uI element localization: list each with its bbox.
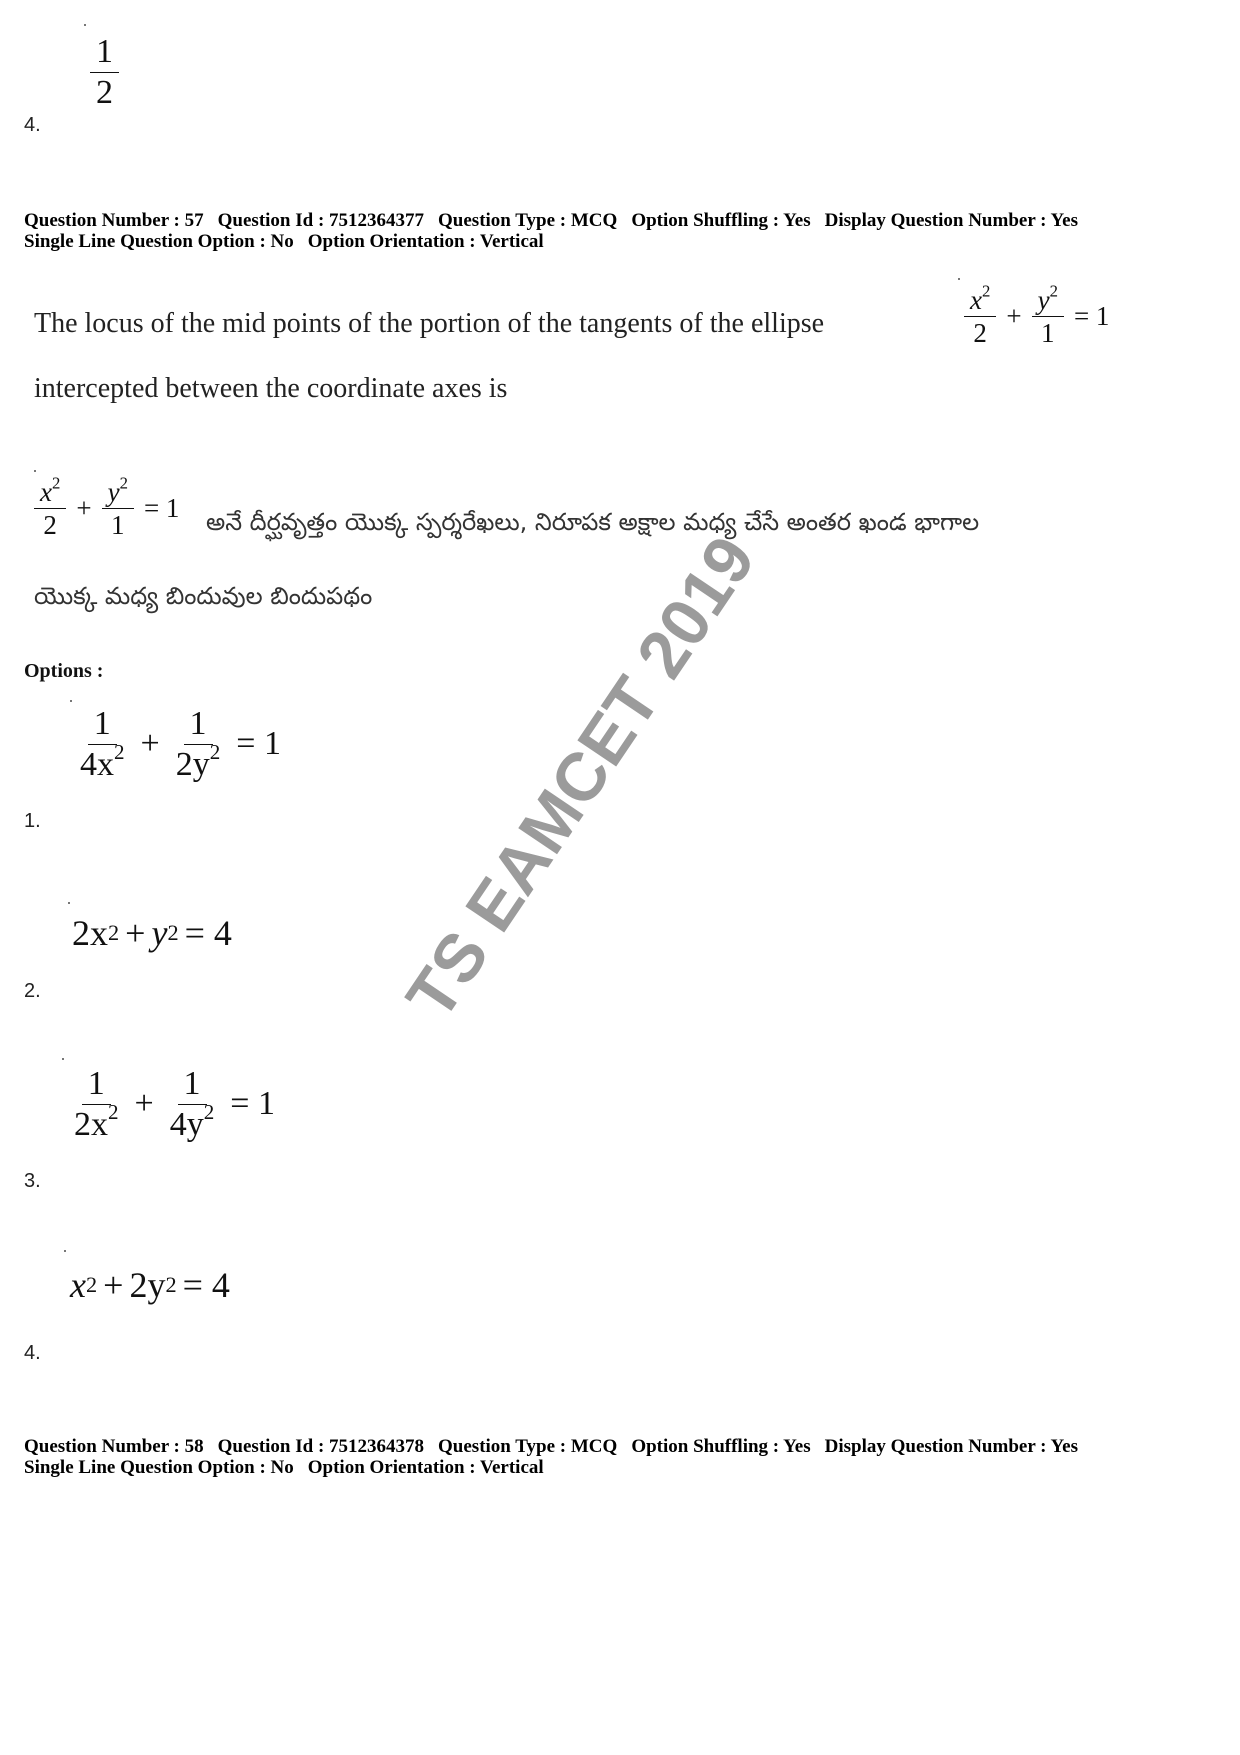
option-2-number: 2. bbox=[24, 980, 41, 1002]
options-label: Options : bbox=[24, 660, 104, 682]
option-1-number: 1. bbox=[24, 810, 41, 832]
q57-telugu-ellipse: $\frac{x^2}{2}$ + $\frac{y^2}{1}$ = 1 bbox=[30, 478, 185, 540]
option-4-number: 4. bbox=[24, 1342, 41, 1364]
prev-option-4-number: 4. bbox=[24, 114, 41, 136]
watermark: TS EAMCET 2019 bbox=[391, 523, 770, 1033]
option-1-math: $\frac{1}{4x^2}$ + $\frac{1}{2y^2}$ = 1 bbox=[80, 705, 281, 783]
q57-english-text-1: The locus of the mid points of the portion of the tangents of the ellipse bbox=[34, 308, 825, 339]
option-2-math: 2x 2 + y 2 = 4 bbox=[72, 913, 232, 953]
q57-telugu-text-1: అనే దీర్ఘవృత్తం యొక్క స్పర్శరేఖలు, నిరూపక అక్షాల మధ్య చేసే అంతర ఖండ భాగాల bbox=[206, 508, 980, 536]
q57-meta: Question Number : 57 Question Id : 7512364377 Question Type : MCQ Option Shuffling : Yes Display Question Number : Yes Single Line Question Option : No Option Orientation : Vertical bbox=[24, 210, 1078, 252]
q57-english-ellipse: $\frac{x^2}{2}$ + $\frac{y^2}{1}$ = 1 bbox=[960, 286, 1115, 348]
q58-meta: Question Number : 58 Question Id : 7512364378 Question Type : MCQ Option Shuffling : Yes Display Question Number : Yes Single Line Question Option : No Option Orientation : Vertical bbox=[24, 1436, 1078, 1478]
option-4-math: x 2 + 2y 2 = 4 bbox=[70, 1265, 230, 1305]
prev-option-4-math: $\frac{1}{2}$ bbox=[86, 34, 123, 110]
option-3-math: $\frac{1}{2x^2}$ + $\frac{1}{4y^2}$ = 1 bbox=[74, 1065, 275, 1143]
q57-telugu-text-2: యొక్క మధ్య బిందువుల బిందుపథం bbox=[34, 582, 373, 610]
option-3-number: 3. bbox=[24, 1170, 41, 1192]
q57-english-text-2: intercepted between the coordinate axes is bbox=[34, 373, 508, 404]
